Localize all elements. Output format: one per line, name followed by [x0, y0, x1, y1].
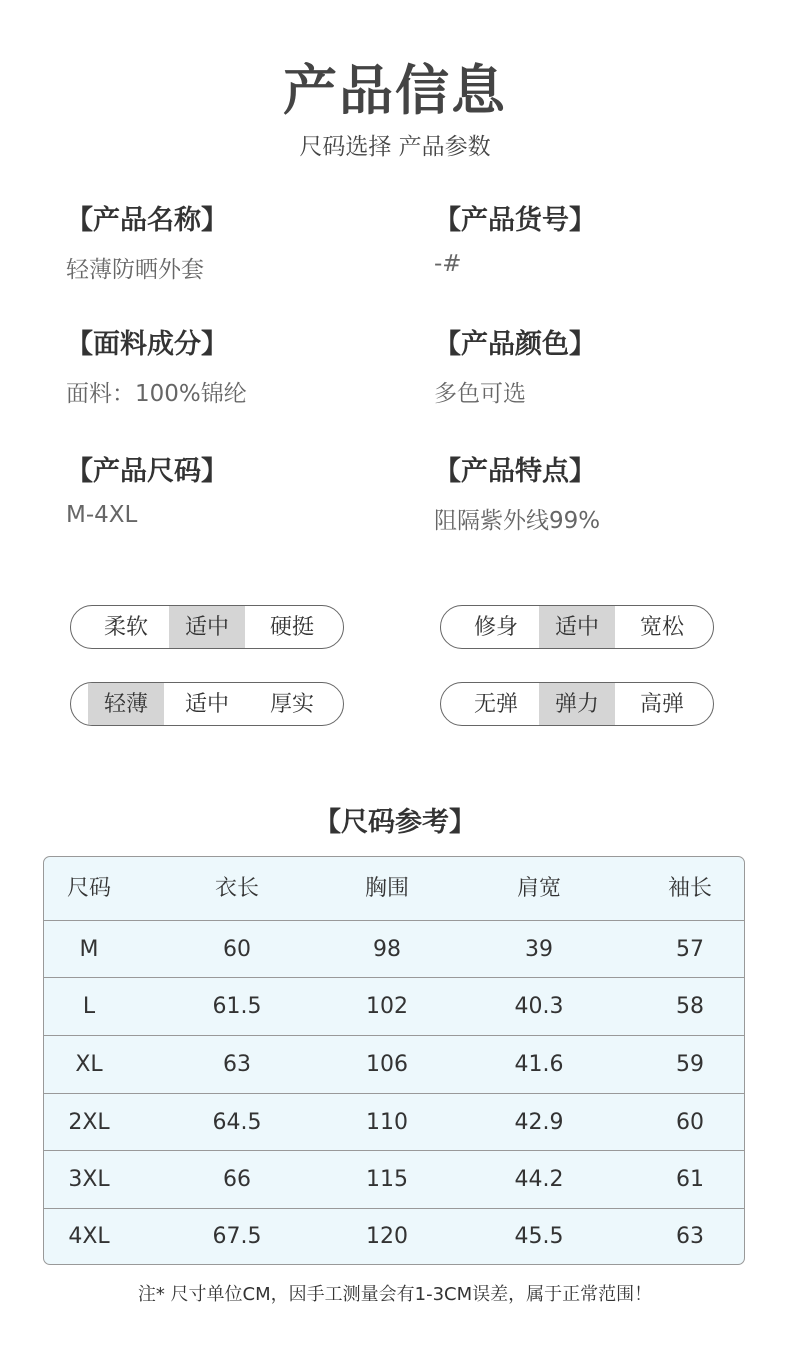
table-cell: 39: [525, 937, 553, 962]
table-cell: 66: [223, 1167, 251, 1192]
table-cell: 102: [366, 994, 408, 1019]
table-cell: 60: [676, 1110, 704, 1135]
scale-option: 无弹: [473, 692, 518, 717]
table-cell: 58: [676, 994, 704, 1019]
table-cell: 59: [676, 1052, 704, 1077]
info-product-name: [66, 198, 406, 284]
table-cell: 63: [223, 1052, 251, 1077]
table-cell: XL: [75, 1052, 103, 1077]
table-cell: 57: [676, 937, 704, 962]
table-header-cell: 胸围: [364, 876, 409, 901]
table-cell: M: [79, 937, 99, 962]
table-cell: 63: [676, 1224, 704, 1249]
info-label: 【产品货号】: [434, 205, 596, 236]
measurement-note: 注* 尺寸单位CM，因手工测量会有1-3CM误差，属于正常范围！: [137, 1284, 653, 1305]
scale-option: 硬挺: [269, 615, 314, 640]
scale-option: 宽松: [639, 615, 684, 640]
info-label: 【产品尺码】: [66, 456, 228, 487]
table-cell: 64.5: [212, 1110, 262, 1135]
table-row: [44, 978, 744, 1036]
info-value: 轻薄防晒外套: [66, 257, 204, 283]
scale-option: 适中: [184, 692, 229, 717]
scale-option-selected: 适中: [539, 606, 615, 649]
table-cell: 115: [366, 1167, 408, 1192]
table-row: [44, 921, 744, 978]
scale-option: 厚实: [269, 692, 314, 717]
table-row: [44, 1151, 744, 1209]
table-cell: 120: [366, 1224, 408, 1249]
table-cell: L: [82, 994, 96, 1019]
info-feature: [434, 449, 774, 535]
table-cell: 45.5: [514, 1224, 564, 1249]
info-value: 多色可选: [434, 381, 526, 407]
scale-option: 修身: [473, 615, 518, 640]
scale-option-selected: 适中: [169, 606, 245, 649]
table-cell: 4XL: [68, 1224, 110, 1249]
scale-option: 高弹: [639, 692, 684, 717]
table-row: [44, 1209, 744, 1264]
table-header-cell: 尺码: [66, 876, 111, 901]
table-row: [44, 1036, 744, 1094]
info-color: [434, 322, 774, 408]
table-cell: 110: [366, 1110, 408, 1135]
table-cell: 44.2: [514, 1167, 564, 1192]
info-label: 【产品颜色】: [434, 329, 596, 360]
table-header-row: [44, 857, 744, 921]
info-product-code: [434, 198, 774, 277]
table-cell: 61: [676, 1167, 704, 1192]
thickness-scale: [70, 682, 344, 726]
info-value: -#: [434, 251, 462, 277]
table-cell: 67.5: [212, 1224, 262, 1249]
scale-option-selected: 弹力: [539, 683, 615, 726]
info-label: 【面料成分】: [66, 329, 228, 360]
table-cell: 40.3: [514, 994, 564, 1019]
info-label: 【产品特点】: [434, 456, 596, 487]
table-cell: 42.9: [514, 1110, 564, 1135]
softness-scale: [70, 605, 344, 649]
info-value: 面料：100%锦纶: [66, 381, 247, 407]
table-row: [44, 1094, 744, 1151]
size-table: [43, 856, 745, 1265]
info-fabric: [66, 322, 406, 408]
table-cell: 106: [366, 1052, 408, 1077]
elasticity-scale: [440, 682, 714, 726]
info-label: 【产品名称】: [66, 205, 228, 236]
table-cell: 41.6: [514, 1052, 564, 1077]
info-value: 阻隔紫外线99%: [434, 508, 601, 534]
table-cell: 61.5: [212, 994, 262, 1019]
table-cell: 98: [373, 937, 401, 962]
table-cell: 2XL: [68, 1110, 110, 1135]
page-title: 产品信息: [283, 59, 507, 122]
table-header-cell: 衣长: [214, 876, 259, 901]
scale-option: 柔软: [103, 615, 148, 640]
scale-option-selected: 轻薄: [88, 683, 164, 726]
size-reference-title: 【尺码参考】: [314, 807, 476, 838]
info-value: M-4XL: [66, 502, 138, 528]
table-cell: 60: [223, 937, 251, 962]
info-size: [66, 449, 406, 528]
table-header-cell: 肩宽: [516, 876, 561, 901]
fit-scale: [440, 605, 714, 649]
table-cell: 3XL: [68, 1167, 110, 1192]
page-subtitle: 尺码选择 产品参数: [299, 134, 491, 160]
table-header-cell: 袖长: [667, 876, 712, 901]
